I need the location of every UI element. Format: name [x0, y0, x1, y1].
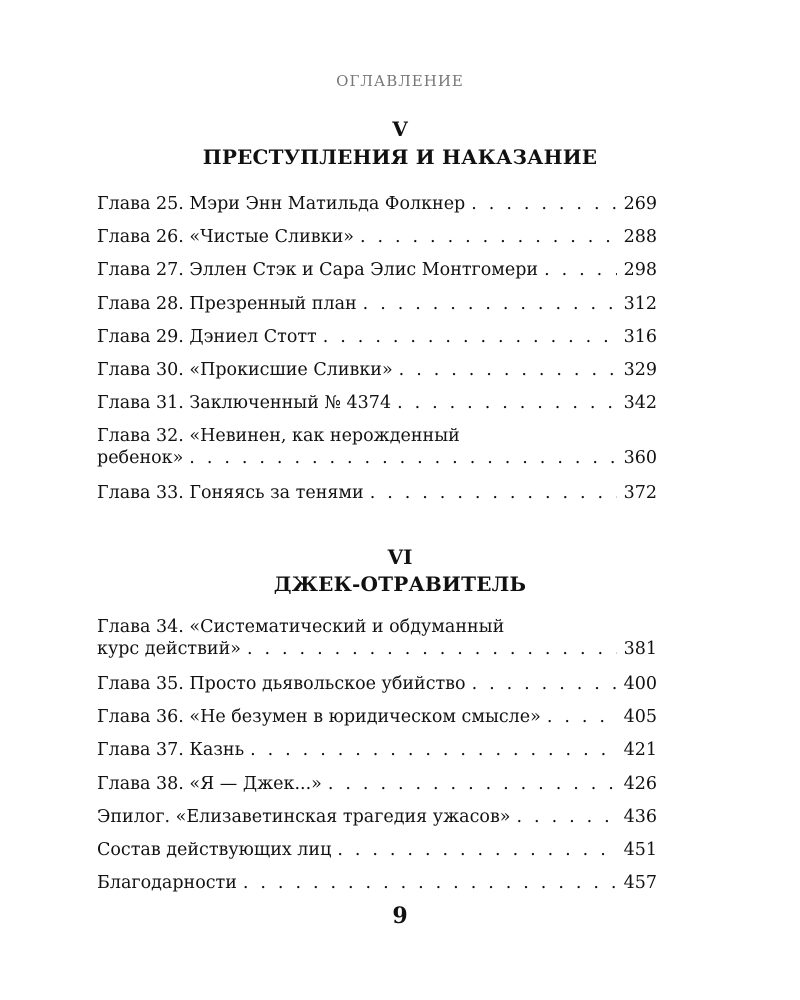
toc-entry[interactable] [97, 739, 657, 772]
leader-dots [244, 739, 617, 761]
toc-entry[interactable] [97, 425, 657, 482]
toc-entry[interactable] [97, 806, 657, 839]
leader-dots [237, 872, 617, 894]
toc-entry[interactable] [97, 293, 657, 326]
toc-entry[interactable] [97, 259, 657, 292]
toc-entry-page: 400 [623, 674, 657, 694]
toc-entry-title: Глава 27. Эллен Стэк и Сара Элис Монтгомери [97, 260, 539, 281]
toc-entry-title: Глава 35. Просто дьявольское убийство [97, 674, 466, 694]
leader-dots [538, 259, 617, 281]
leader-dots [465, 193, 617, 215]
toc-entry-page: 405 [623, 707, 657, 728]
leader-dots [241, 638, 617, 660]
toc-entry-page: 436 [623, 806, 657, 827]
leader-dots [354, 226, 617, 248]
leader-dots [317, 326, 617, 348]
toc-entry[interactable] [97, 616, 657, 673]
toc-entry[interactable] [97, 482, 657, 515]
toc-entry-page: 457 [623, 873, 657, 894]
part-title: ДЖЕК-ОТРАВИТЕЛЬ [273, 572, 527, 596]
leader-dots [466, 673, 617, 695]
toc-entry-page: 298 [623, 260, 657, 281]
toc-entry-page: 312 [623, 293, 657, 314]
leader-dots [541, 706, 617, 728]
toc-entry[interactable] [97, 773, 657, 806]
toc-entry[interactable] [97, 326, 657, 359]
toc-entry-page: 421 [623, 740, 657, 761]
page-number: 9 [392, 903, 408, 929]
toc-entry-title: Глава 28. Презренный план [97, 293, 357, 314]
toc-entry[interactable] [97, 226, 657, 259]
leader-dots [331, 839, 617, 861]
part-number: VI [387, 545, 413, 569]
toc-entry[interactable] [97, 673, 657, 706]
toc-entry[interactable] [97, 872, 657, 905]
toc-entry-title: Глава 36. «Не безумен в юридическом смысле» [97, 707, 541, 728]
toc-section-v [97, 193, 657, 516]
toc-entry-title: Глава 29. Дэниел Стотт [97, 326, 317, 347]
leader-dots [391, 392, 617, 414]
toc-entry-title-cont: ребенок» [97, 448, 184, 469]
leader-dots [357, 293, 617, 315]
toc-entry-title: Глава 32. «Невинен, как нерожденный [97, 426, 460, 447]
toc-entry[interactable] [97, 392, 657, 425]
part-number: V [392, 117, 408, 141]
toc-entry-title: Глава 26. «Чистые Сливки» [97, 227, 354, 248]
toc-entry-page: 329 [623, 359, 657, 380]
toc-entry[interactable] [97, 359, 657, 392]
toc-entry-title: Глава 31. Заключенный № 4374 [97, 393, 392, 414]
toc-entry-title: Глава 34. «Систематический и обдуманный [97, 617, 505, 637]
part-title: ПРЕСТУПЛЕНИЯ И НАКАЗАНИЕ [202, 145, 598, 169]
toc-entry[interactable] [97, 839, 657, 872]
leader-dots [183, 447, 617, 469]
toc-entry-page: 288 [623, 227, 657, 248]
toc-entry-title: Состав действующих лиц [97, 839, 332, 860]
toc-entry-title: Глава 30. «Прокисшие Сливки» [97, 359, 393, 380]
toc-entry[interactable] [97, 193, 657, 226]
toc-entry-page: 316 [623, 326, 657, 347]
toc-entry-page: 360 [623, 448, 657, 469]
toc-entry-title: Глава 38. «Я — Джек...» [97, 773, 322, 794]
toc-entry-title: Глава 33. Гоняясь за тенями [97, 483, 364, 504]
toc-entry-page: 451 [623, 839, 657, 860]
leader-dots [393, 359, 617, 381]
toc-entry-page: 342 [623, 393, 657, 414]
toc-entry-page: 269 [623, 194, 657, 214]
toc-entry-title: Благодарности [97, 873, 237, 894]
leader-dots [322, 773, 617, 795]
running-head: ОГЛАВЛЕНИЕ [336, 72, 464, 90]
toc-entry-title: Глава 37. Казнь [97, 740, 245, 761]
toc-entry-page: 372 [623, 483, 657, 504]
toc-entry[interactable] [97, 706, 657, 739]
toc-entry-title: Эпилог. «Елизаветинская трагедия ужасов» [97, 806, 511, 827]
toc-entry-page: 426 [623, 773, 657, 794]
leader-dots [364, 482, 617, 504]
toc-section-vi [97, 616, 657, 905]
toc-entry-title-cont: курс действий» [97, 639, 241, 659]
leader-dots [511, 806, 617, 828]
toc-entry-page: 381 [623, 639, 657, 659]
toc-entry-title: Глава 25. Мэри Энн Матильда Фолкнер [97, 194, 466, 214]
